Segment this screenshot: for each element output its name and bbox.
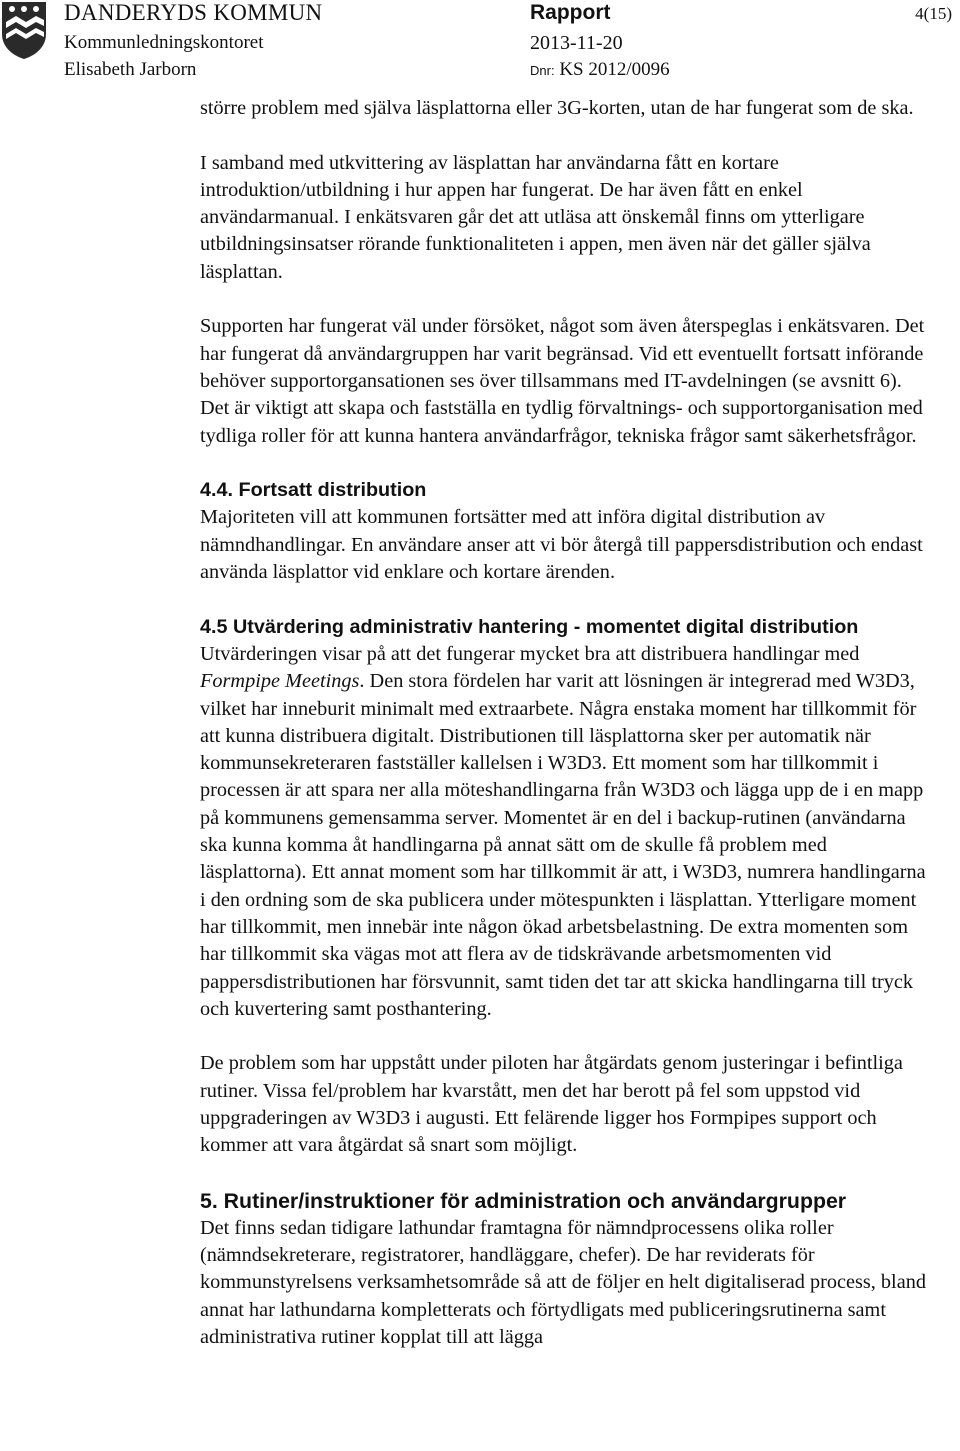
diary-number — [530, 58, 670, 83]
organization-name: DANDERYDS KOMMUN — [64, 0, 323, 25]
paragraph-text-start: Utvärderingen visar på att det fungerar mycket bra att distribuera handlingar med — [200, 642, 860, 665]
paragraph-problems: De problem som har uppstått under piloten har åtgärdats genom justeringar i befintliga rutiner. Vissa fel/problem har kvarstått, men det har berott på fel som uppstod vid uppgraderingen av W3D3 i augusti. Ett felärende ligger hos Formpipes support och kommer att vara åtgärdat så snart som möjligt. — [200, 1052, 903, 1157]
diary-number-label: Dnr: — [530, 63, 555, 78]
diary-number-value: KS 2012/0096 — [559, 59, 670, 80]
document-body — [200, 95, 932, 1351]
department-name: Kommunledningskontoret — [64, 32, 264, 53]
page-number: 4(15) — [915, 4, 952, 23]
paragraph-text-rest: . Den stora fördelen har varit att lösningen är integrerad med W3D3, vilket har inneburit minimalt med extraarbete. Några enstaka moment har tillkommit för att kunna distribuera digitalt. Distributionen till läsplattorna sker per automatik när kommunsekreteraren fastställer kallelsen i W3D3. Ett moment som har tillkommit i processen är att spara ner alla möteshandlingarna från W3D3 och lägga upp de i en mapp på kommunens gemensamma server. Momentet är en del i backup-rutinen (användarna ska kunna komma åt handlingarna på annat sätt om de skulle få problem med läsplattorna). Ett annat moment som har tillkommit är att, i W3D3, numrera handlingarna i den ordning som de ska publicera under mötespunkten i läsplattan. Ytterligare moment har tillkommit, men innebär inte någon ökad arbetsbelastning. De extra momenten som har tillkommit ska vägas mot att flera av de tidskrävande arbetsmomenten vid pappersdistributionen har försvunnit, samt tiden det tar att skicka handlingarna till tryck och kuvertering samt posthantering. — [200, 670, 926, 1020]
municipal-coat-of-arms-logo — [0, 0, 48, 60]
section-heading-4-5: 4.5 Utvärdering administrativ hantering - momentet digital distribution — [200, 615, 859, 638]
paragraph-support: Supporten har fungerat väl under försöket, något som även återspeglas i enkätsvaren. Det har fungerat då användargruppen har varit begränsad. Vid ett eventuellt fortsatt införande behöver supportorgansationen ses över tillsammans med IT-avdelningen (se avsnitt 6). Det är viktigt att skapa och fastställa en tydlig förvaltnings- och supportorganisation med tydliga roller för att kunna hantera användarfrågor, tekniska frågor samt säkerhetsfrågor. — [200, 315, 925, 447]
report-type: Rapport — [530, 1, 611, 24]
paragraph-continuation: större problem med själva läsplattorna eller 3G-korten, utan de har fungerat som de ska. — [200, 97, 914, 119]
paragraph-continued-distribution: Majoriteten vill att kommunen fortsätter med att införa digital distribution av nämndhandlingar. En användare anser att vi bör återgå till pappersdistribution och endast använda läsplattor vid enklare och kortare ärenden. — [200, 506, 923, 584]
report-date: 2013-11-20 — [530, 32, 623, 54]
section-heading-5: 5. Rutiner/instruktioner för administration och användargrupper — [200, 1188, 847, 1213]
paragraph-routines: Det finns sedan tidigare lathundar framtagna för nämndprocessens olika roller (nämndsekreterare, registratorer, handläggare, chefer). De har reviderats för kommunstyrelsens verksamhetsområde så att de följer en helt digitaliserad process, bland annat har lathundarna kompletterats och förtydligats med publiceringsrutinerna samt administrativa rutiner kopplat till att lägga — [200, 1216, 926, 1349]
section-heading-4-4: 4.4. Fortsatt distribution — [200, 479, 427, 502]
author-name: Elisabeth Jarborn — [64, 59, 197, 80]
paragraph-administrative-evaluation — [200, 641, 932, 1023]
paragraph-introduction: I samband med utkvittering av läsplattan har användarna fått en kortare introduktion/utbildning i hur appen har fungerat. De har även fått en enkel användarmanual. I enkätsvaren går det att utläsa att önskemål finns om ytterligare utbildningsinsatser rörande funktionaliteten i appen, men även när det gäller själva läsplattan. — [200, 151, 871, 283]
page-header — [0, 0, 960, 90]
product-name: Formpipe Meetings — [200, 670, 360, 693]
